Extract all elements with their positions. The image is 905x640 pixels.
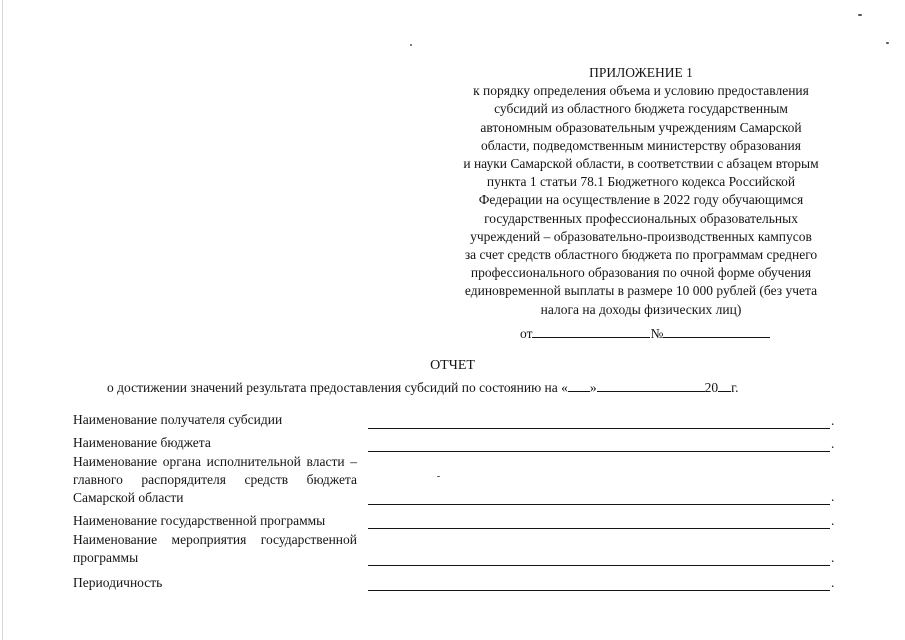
- scan-border: [2, 0, 3, 640]
- report-subtitle-suffix: г.: [731, 380, 739, 395]
- appendix-line: субсидий из областного бюджета государственным: [494, 101, 788, 117]
- scan-speck: [858, 14, 862, 16]
- appendix-line: и науки Самарской области, в соответствии с абзацем вторым: [463, 156, 819, 172]
- program-activity-line: [368, 565, 830, 566]
- recipient-name-label: Наименование получателя субсидии: [73, 412, 283, 427]
- periodicity-line: [368, 590, 830, 591]
- report-subtitle-mid: »: [589, 380, 597, 395]
- number-label: №: [650, 326, 664, 341]
- field-dot: .: [831, 489, 835, 504]
- field-dot: .: [831, 575, 835, 590]
- appendix-line: учреждений – образовательно-производственных кампусов: [470, 228, 812, 244]
- day-blank: [568, 378, 590, 392]
- program-activity-label: Наименование мероприятия государственной программы: [73, 532, 357, 565]
- appendix-title: ПРИЛОЖЕНИЕ 1: [589, 65, 693, 80]
- appendix-line: налога на доходы физических лиц): [540, 301, 742, 317]
- recipient-name-line: [368, 428, 830, 429]
- report-subtitle-year: 20: [704, 380, 719, 395]
- appendix-line: государственных профессиональных образовательных: [484, 210, 798, 226]
- date-blank: [532, 324, 650, 338]
- appendix-header: [432, 64, 850, 319]
- scan-speck: [437, 476, 440, 477]
- appendix-line: автономным образовательным учреждениям Самарской: [480, 119, 802, 135]
- appendix-line: единовременной выплаты в размере 10 000 рублей (без учета: [464, 283, 818, 299]
- appendix-line: за счет средств областного бюджета по программам среднего: [464, 247, 818, 263]
- field-dot: .: [831, 513, 835, 528]
- month-blank: [597, 378, 705, 392]
- appendix-line: Федерации на осуществление в 2022 году обучающимся: [478, 192, 804, 208]
- report-subtitle: [107, 378, 739, 396]
- scan-speck: [410, 44, 412, 46]
- scan-speck: [886, 42, 889, 44]
- year-blank: [718, 378, 731, 392]
- from-label: от: [520, 326, 533, 341]
- state-program-label: Наименование государственной программы: [73, 513, 326, 528]
- appendix-line: пункта 1 статьи 78.1 Бюджетного кодекса Российской: [486, 174, 796, 190]
- budget-name-label: Наименование бюджета: [73, 435, 211, 450]
- field-dot: .: [831, 436, 835, 451]
- field-dot: .: [831, 550, 835, 565]
- number-blank: [663, 324, 770, 338]
- report-subtitle-prefix: о достижении значений результата предоставления субсидий по состоянию на «: [107, 380, 568, 395]
- state-program-line: [368, 528, 830, 529]
- field-dot: .: [831, 413, 835, 428]
- periodicity-label: Периодичность: [73, 575, 163, 590]
- appendix-line: к порядку определения объема и условию предоставления: [473, 83, 809, 99]
- date-number-line: [520, 324, 770, 342]
- authority-name-line: [368, 504, 830, 505]
- authority-name-label: Наименование органа исполнительной власти – главного распорядителя средств бюджета Самарской области: [73, 454, 357, 505]
- appendix-line: профессионального образования по очной форме обучения: [470, 265, 812, 281]
- budget-name-line: [368, 451, 830, 452]
- report-title: ОТЧЕТ: [430, 358, 475, 373]
- appendix-line: области, подведомственным министерству образования: [481, 137, 801, 153]
